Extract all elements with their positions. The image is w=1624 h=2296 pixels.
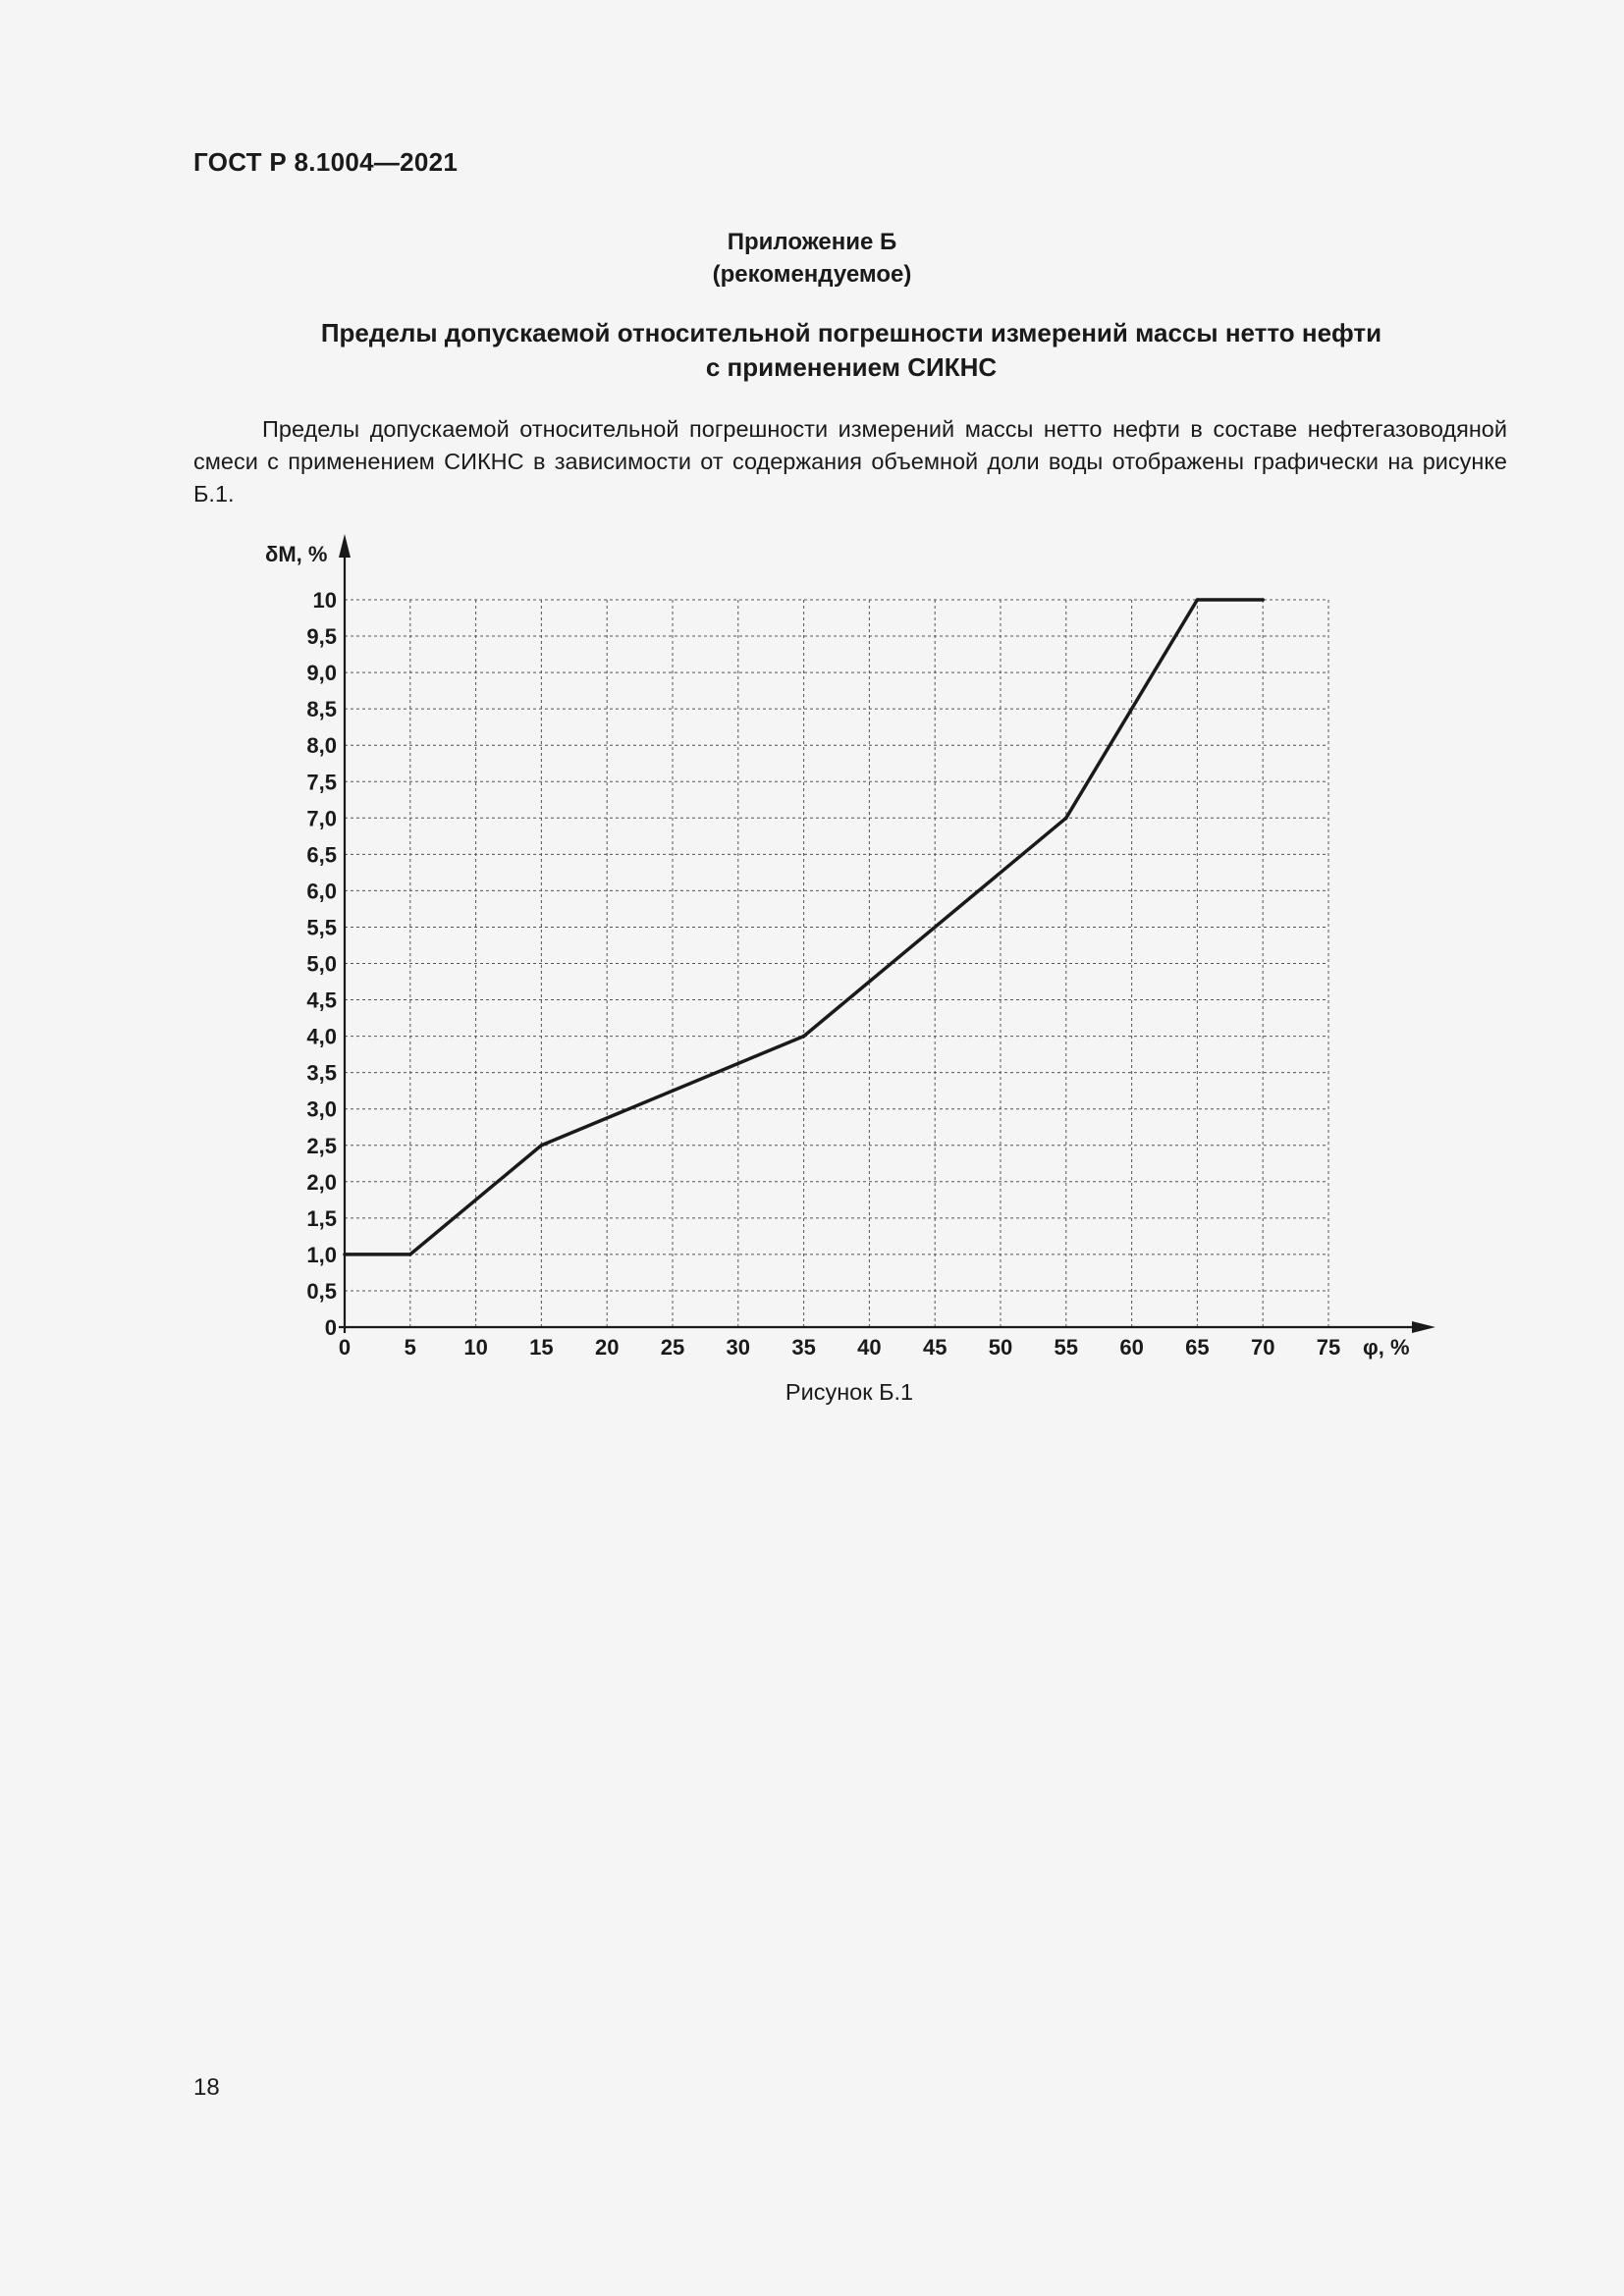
y-tick-label-19: 9,5: [306, 624, 337, 650]
x-tick-label-9: 45: [922, 1335, 947, 1360]
y-tick-label-20: 10: [312, 588, 337, 613]
x-tick-label-6: 30: [726, 1335, 751, 1360]
x-tick-label-15: 75: [1316, 1335, 1341, 1360]
x-tick-label-5: 25: [660, 1335, 685, 1360]
y-tick-label-6: 3,0: [306, 1096, 337, 1122]
series-point-0-1: [408, 1253, 412, 1256]
y-tick-label-13: 6,5: [306, 842, 337, 868]
x-tick-label-12: 60: [1119, 1335, 1144, 1360]
x-axis-title: φ, %: [1363, 1335, 1410, 1360]
x-tick-label-14: 70: [1250, 1335, 1275, 1360]
section-title-line-1: Пределы допускаемой относительной погрешности измерений массы нетто нефти: [320, 318, 1382, 347]
x-tick-label-4: 20: [594, 1335, 620, 1360]
series-point-0-6: [1261, 598, 1265, 602]
page-number: 18: [193, 2074, 220, 2101]
y-tick-label-5: 2,5: [306, 1133, 337, 1158]
y-tick-label-16: 8,0: [306, 733, 337, 759]
y-axis-title: δM, %: [265, 542, 328, 566]
figure-caption: Рисунок Б.1: [785, 1379, 914, 1405]
y-tick-label-17: 8,5: [306, 697, 337, 722]
y-tick-label-2: 1,0: [306, 1242, 337, 1267]
y-axis-arrow: [339, 534, 351, 558]
x-tick-label-7: 35: [791, 1335, 816, 1360]
series-point-0-0: [343, 1253, 347, 1256]
body-paragraph-text: Пределы допускаемой относительной погрешности измерений массы нетто нефти в составе нефтегазоводяной смеси с применением СИКНС в зависимости от содержания объемной доли воды отображены графически на рисунке Б.1.: [193, 416, 1507, 507]
series-point-0-4: [1064, 817, 1068, 821]
y-tick-label-11: 5,5: [306, 915, 337, 940]
y-tick-label-15: 7,5: [306, 770, 337, 795]
x-axis-arrow: [1412, 1321, 1435, 1333]
x-tick-label-8: 40: [857, 1335, 882, 1360]
y-tick-label-7: 3,5: [306, 1060, 337, 1086]
x-tick-label-3: 15: [529, 1335, 554, 1360]
y-tick-label-18: 9,0: [306, 661, 337, 686]
document-header: ГОСТ Р 8.1004—2021: [193, 147, 459, 177]
x-tick-label-1: 5: [404, 1335, 416, 1360]
y-tick-label-14: 7,0: [306, 806, 337, 831]
y-tick-label-0: 0: [324, 1315, 337, 1340]
y-tick-label-4: 2,0: [306, 1169, 337, 1195]
x-tick-label-0: 0: [338, 1335, 352, 1360]
x-tick-label-11: 55: [1054, 1335, 1079, 1360]
y-tick-label-8: 4,0: [306, 1024, 337, 1049]
x-tick-label-13: 65: [1185, 1335, 1210, 1360]
appendix-note: (рекомендуемое): [712, 261, 912, 288]
y-tick-label-12: 6,0: [306, 879, 337, 904]
y-tick-label-9: 4,5: [306, 988, 337, 1013]
section-title-line-2: с применением СИКНС: [705, 352, 998, 382]
x-tick-label-10: 50: [988, 1335, 1013, 1360]
y-tick-label-1: 0,5: [306, 1278, 337, 1304]
y-tick-label-10: 5,0: [306, 951, 337, 977]
x-tick-label-2: 10: [463, 1335, 488, 1360]
series-point-0-2: [540, 1144, 544, 1148]
series-point-0-5: [1196, 598, 1200, 602]
series-point-0-3: [802, 1035, 806, 1039]
y-tick-label-3: 1,5: [306, 1205, 337, 1231]
appendix-title: Приложение Б: [727, 229, 897, 255]
